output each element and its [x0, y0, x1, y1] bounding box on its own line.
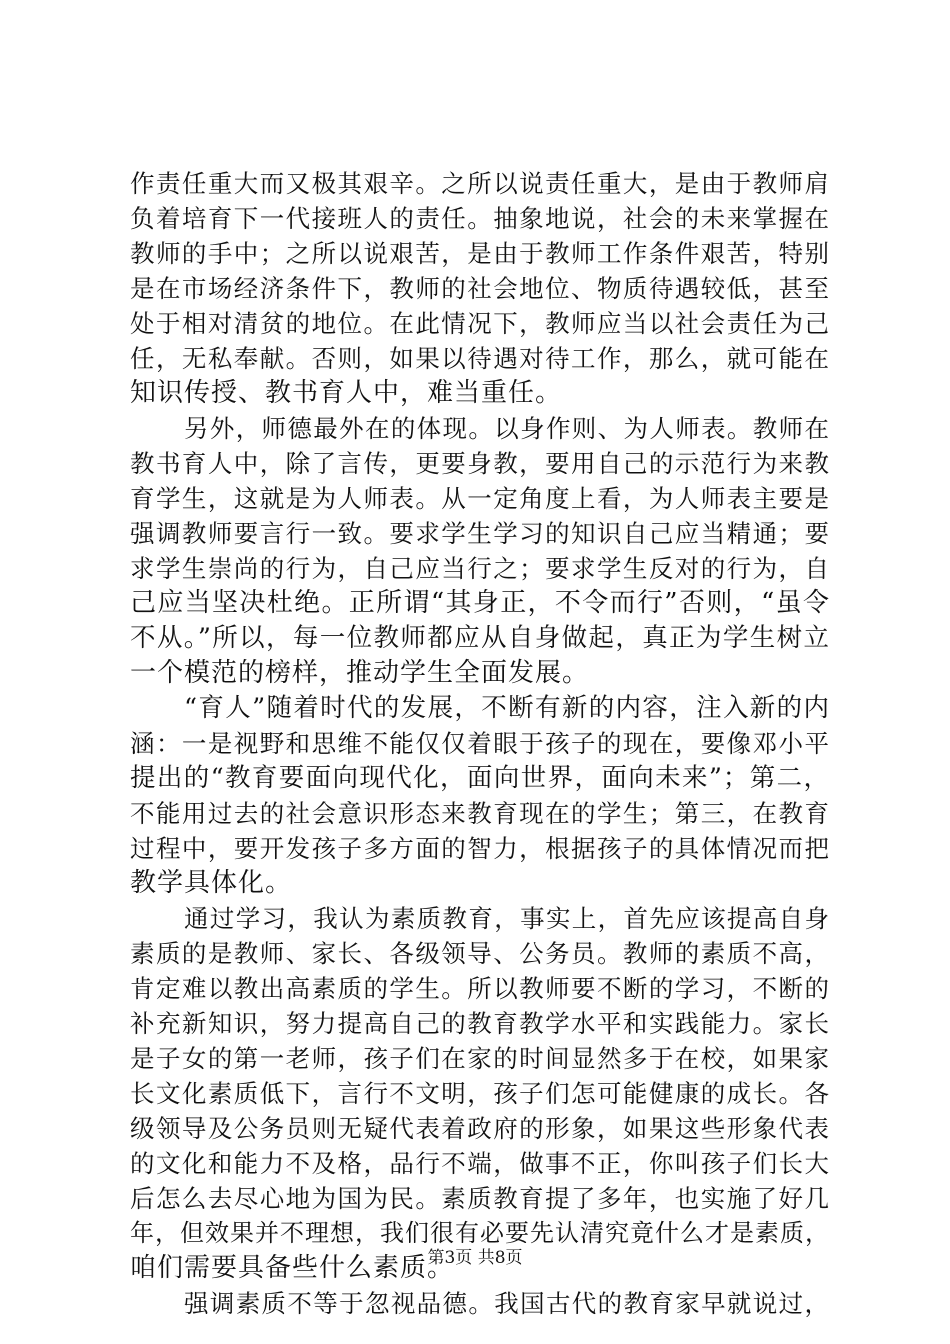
text-line: 负着培育下一代接班人的责任。抽象地说，社会的未来掌握在 — [130, 204, 830, 233]
paragraph-first-line: “育人”随着时代的发展，不断有新的内容，注入新的内 — [184, 693, 830, 723]
text-line: 任，无私奉献。否则，如果以待遇对待工作，那么，就可能在 — [130, 344, 830, 373]
text-line: 不能用过去的社会意识形态来教育现在的学生；第三，在教育 — [130, 799, 830, 828]
text-line: 级领导及公务员则无疑代表着政府的形象，如果这些形象代表 — [130, 1114, 830, 1143]
text-line: 是子女的第一老师，孩子们在家的时间显然多于在校，如果家 — [130, 1044, 830, 1073]
text-line: 强调教师要言行一致。要求学生学习的知识自己应当精通；要 — [130, 519, 830, 548]
text-line: 的文化和能力不及格，品行不端，做事不正，你叫孩子们长大 — [130, 1149, 830, 1178]
text-line: 育学生，这就是为人师表。从一定角度上看，为人师表主要是 — [130, 484, 830, 513]
text-line: 是在市场经济条件下，教师的社会地位、物质待遇较低，甚至 — [130, 274, 830, 303]
text-line: 过程中，要开发孩子多方面的智力，根据孩子的具体情况而把 — [130, 834, 830, 863]
text-line: 求学生崇尚的行为，自己应当行之；要求学生反对的行为，自 — [130, 554, 830, 583]
text-line: 年，但效果并不理想，我们很有必要先认清究竟什么才是素质， — [130, 1219, 830, 1247]
text-line: 提出的“教育要面向现代化，面向世界，面向未来”；第二， — [130, 763, 830, 793]
text-line: 涵：一是视野和思维不能仅仅着眼于孩子的现在，要像邓小平 — [130, 729, 830, 758]
text-line: 肯定难以教出高素质的学生。所以教师要不断的学习，不断的 — [130, 974, 830, 1003]
text-line: 教书育人中，除了言传，更要身教，要用自己的示范行为来教 — [130, 449, 830, 478]
paragraph-first-line: 强调素质不等于忽视品德。我国古代的教育家早就说过， — [184, 1289, 830, 1318]
text-line: 教学具体化。 — [130, 868, 293, 898]
text-line: 长文化素质低下，言行不文明，孩子们怎可能健康的成长。各 — [130, 1079, 830, 1108]
paragraph-first-line: 通过学习，我认为素质教育，事实上，首先应该提高自身 — [184, 904, 830, 933]
text-line: 一个模范的榜样，推动学生全面发展。 — [130, 658, 590, 688]
text-line: 己应当坚决杜绝。正所谓“其身正，不令而行”否则，“虽令 — [130, 588, 830, 618]
page-number: 第3页 共8页 — [427, 1248, 523, 1268]
text-line: 教师的手中；之所以说艰苦，是由于教师工作条件艰苦，特别 — [130, 239, 830, 268]
text-line: 素质的是教师、家长、各级领导、公务员。教师的素质不高， — [130, 939, 830, 968]
text-line: 处于相对清贫的地位。在此情况下，教师应当以社会责任为己 — [130, 309, 830, 338]
page-footer — [0, 1247, 950, 1269]
paragraph-first-line: 另外，师德最外在的体现。以身作则、为人师表。教师在 — [184, 414, 830, 443]
text-line: 咱们需要具备些什么素质。 — [130, 1253, 455, 1283]
text-line: 不从。”所以，每一位教师都应从自身做起，真正为学生树立 — [130, 623, 830, 653]
text-line: 补充新知识，努力提高自己的教育教学水平和实践能力。家长 — [130, 1009, 830, 1038]
text-line: 后怎么去尽心地为国为民。素质教育提了多年，也实施了好几 — [130, 1184, 830, 1213]
text-line: 知识传授、教书育人中，难当重任。 — [130, 378, 563, 408]
text-line: 作责任重大而又极其艰辛。之所以说责任重大，是由于教师肩 — [130, 169, 830, 198]
body-text — [130, 166, 830, 1321]
